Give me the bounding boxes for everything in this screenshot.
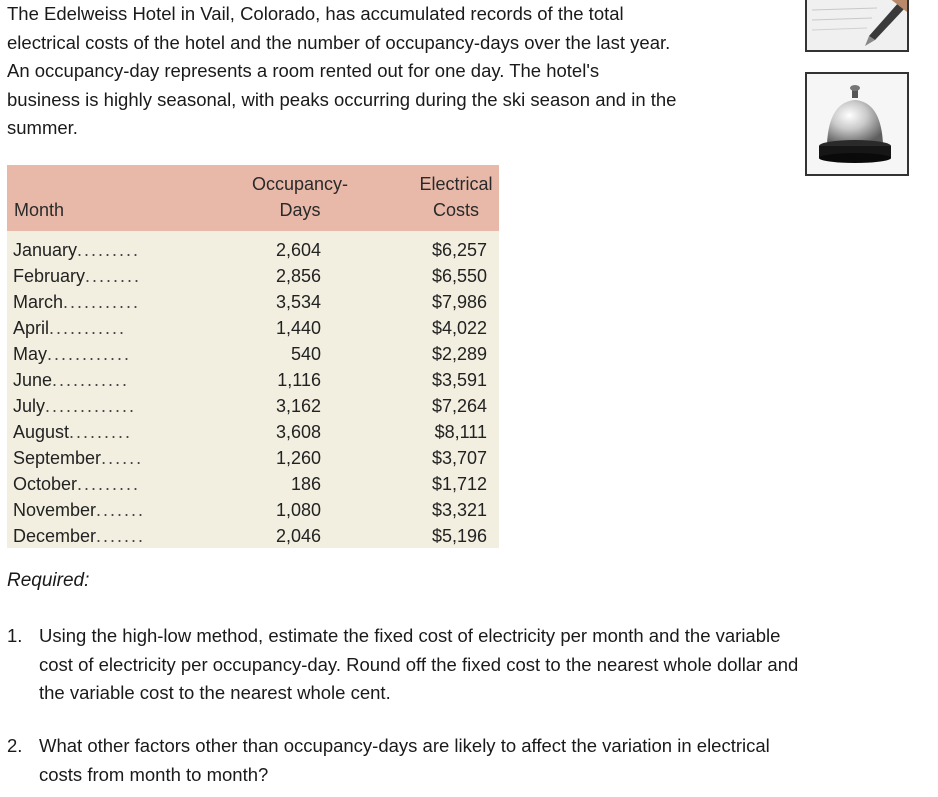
header-occupancy-days [225, 171, 375, 223]
table-row [7, 367, 499, 393]
pen-writing-image [805, 0, 909, 52]
occupancy-cell: 1,116 [277, 370, 321, 390]
month-cell [13, 237, 185, 263]
table-header [7, 165, 499, 231]
header-occupancy-line1: Occupancy- [251, 174, 349, 194]
intro-line: electrical costs of the hotel and the number of occupancy-days over the last year. [7, 31, 671, 53]
occupancy-cell: 540 [290, 344, 321, 364]
question-line: cost of electricity per occupancy-day. Round off the fixed cost to the nearest whole dollar and [39, 653, 799, 675]
cost-cell: $7,264 [431, 396, 487, 416]
table-row [7, 497, 499, 523]
occupancy-cell: 3,534 [275, 292, 321, 312]
month-cell [13, 315, 185, 341]
month-name: May [13, 344, 48, 364]
month-cell [13, 367, 185, 393]
occupancy-cell: 3,162 [275, 396, 321, 416]
dot-leader: ............ [47, 344, 132, 364]
question-line: What other factors other than occupancy-days are likely to affect the variation in electrical [39, 735, 770, 756]
intro-line: business is highly seasonal, with peaks occurring during the ski season and in the [7, 88, 677, 110]
cost-cell: $2,289 [431, 344, 487, 364]
dot-leader: ........... [49, 318, 127, 338]
question-number: 2. [7, 735, 23, 756]
header-electrical-line1: Electrical [419, 174, 493, 194]
occupancy-cell: 1,440 [275, 318, 321, 338]
month-name: September [13, 448, 102, 468]
table-row [7, 419, 499, 445]
header-month: Month [14, 200, 65, 220]
month-cell [13, 341, 185, 367]
question-text [39, 622, 938, 708]
table-row [7, 471, 499, 497]
table-row [7, 289, 499, 315]
table-row [7, 237, 499, 263]
intro-line: An occupancy-day represents a room rented out for one day. The hotel's [7, 60, 600, 82]
table-row [7, 263, 499, 289]
month-name: December [13, 526, 97, 546]
dot-leader: ....... [96, 500, 146, 520]
month-cell [13, 419, 185, 445]
cost-cell: $3,591 [431, 370, 487, 390]
table-row [7, 393, 499, 419]
occupancy-cell: 186 [290, 474, 321, 494]
question-line: the variable cost to the nearest whole cent. [39, 682, 391, 703]
header-occupancy-line2: Days [279, 200, 321, 220]
cost-cell: $5,196 [431, 526, 487, 546]
cost-cell: $6,257 [431, 240, 487, 260]
table-row [7, 315, 499, 341]
cost-cell: $3,707 [431, 448, 487, 468]
cost-cell: $3,321 [431, 500, 487, 520]
intro-line: The Edelweiss Hotel in Vail, Colorado, has accumulated records of the total [7, 3, 624, 24]
pen-writing-icon [807, 0, 907, 50]
question-text [39, 732, 938, 789]
month-name: August [13, 422, 70, 442]
dot-leader: ....... [96, 526, 146, 546]
cost-cell: $8,111 [434, 422, 487, 442]
header-electrical-costs [401, 171, 511, 223]
required-label: Required: [7, 570, 90, 591]
month-cell [13, 263, 185, 289]
service-bell-icon [807, 74, 907, 174]
question-2 [7, 732, 938, 789]
question-1 [7, 622, 938, 708]
month-name: July [13, 396, 46, 416]
dot-leader: ......... [77, 240, 141, 260]
occupancy-cell: 2,046 [275, 526, 321, 546]
occupancy-cell: 1,080 [275, 500, 321, 520]
month-cell [13, 497, 185, 523]
dot-leader: ...... [101, 448, 144, 468]
month-cell [13, 393, 185, 419]
dot-leader: ........... [63, 292, 141, 312]
dot-leader: ......... [69, 422, 133, 442]
occupancy-cell: 1,260 [275, 448, 321, 468]
table-row [7, 445, 499, 471]
intro-line: summer. [7, 117, 78, 139]
month-cell [13, 523, 185, 549]
month-name: February [13, 266, 86, 286]
table-row [7, 523, 499, 549]
dot-leader: ........ [85, 266, 142, 286]
service-bell-image [805, 72, 909, 176]
month-name: October [13, 474, 78, 494]
month-name: January [13, 240, 78, 260]
cost-cell: $7,986 [431, 292, 487, 312]
table-row [7, 341, 499, 367]
occupancy-cell: 3,608 [275, 422, 321, 442]
header-electrical-line2: Costs [432, 200, 479, 220]
month-cell [13, 445, 185, 471]
month-name: November [13, 500, 97, 520]
month-name: April [13, 318, 50, 338]
cost-cell: $4,022 [431, 318, 487, 338]
occupancy-cell: 2,604 [275, 240, 321, 260]
question-line: Using the high-low method, estimate the fixed cost of electricity per month and the variable [39, 625, 781, 646]
month-cell [13, 289, 185, 315]
cost-cell: $1,712 [431, 474, 487, 494]
month-cell [13, 471, 185, 497]
dot-leader: ........... [52, 370, 130, 390]
occupancy-cell: 2,856 [275, 266, 321, 286]
cost-cell: $6,550 [431, 266, 487, 286]
intro-paragraph [7, 0, 797, 143]
question-number: 1. [7, 625, 23, 646]
table-body [7, 237, 499, 549]
month-name: March [13, 292, 64, 312]
dot-leader: ............. [45, 396, 137, 416]
month-name: June [13, 370, 53, 390]
question-line: costs from month to month? [39, 763, 269, 785]
dot-leader: ......... [77, 474, 141, 494]
electrical-cost-table [7, 165, 499, 548]
